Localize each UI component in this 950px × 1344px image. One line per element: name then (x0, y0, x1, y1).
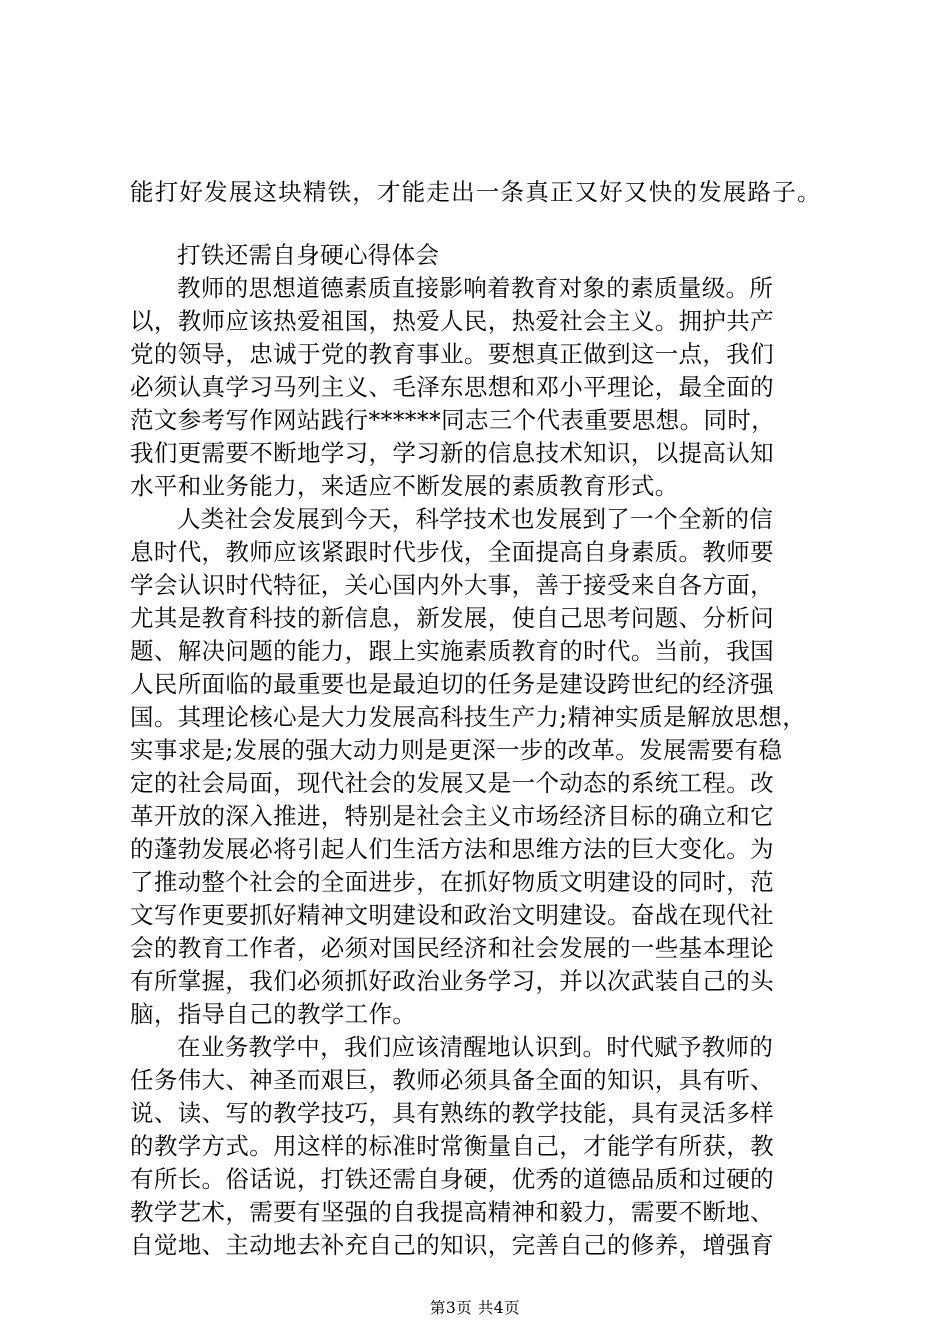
paragraph-gap (130, 209, 830, 239)
paragraph-line: 人类社会发展到今天，科学技术也发展到了一个全新的信 (177, 505, 774, 533)
paragraph-line: 必须认真学习马列主义、毛泽东思想和邓小平理论，最全面的 (130, 373, 774, 401)
paragraph-line: 息时代，教师应该紧跟时代步伐，全面提高自身素质。教师要 (130, 538, 774, 566)
paragraph-line: 自觉地、主动地去补充自己的知识，完善自己的修养，增强育 (130, 1231, 774, 1259)
carryover-line: 能打好发展这块精铁，才能走出一条真正又好又快的发展路子。 (130, 178, 822, 206)
paragraph-1 (130, 272, 830, 503)
document-body (130, 176, 830, 1262)
section-heading: 打铁还需自身硬心得体会 (177, 241, 440, 269)
paragraph-line: 会的教育工作者，必须对国民经济和社会发展的一些基本理论 (130, 934, 774, 962)
paragraph-line: 任务伟大、神圣而艰巨，教师必须具备全面的知识，具有听、 (130, 1066, 774, 1094)
paragraph-line: 脑，指导自己的教学工作。 (130, 1000, 417, 1028)
paragraph-line: 实事求是;发展的强大动力则是更深一步的改革。发展需要有稳 (130, 736, 783, 764)
paragraph-line: 教师的思想道德素质直接影响着教育对象的素质量级。所 (177, 274, 774, 302)
paragraph-line: 以，教师应该热爱祖国，热爱人民，热爱社会主义。拥护共产 (130, 307, 774, 335)
paragraph-line: 有所长。俗话说，打铁还需自身硬，优秀的道德品质和过硬的 (130, 1165, 774, 1193)
paragraph-line: 我们更需要不断地学习，学习新的信息技术知识，以提高认知 (130, 439, 774, 467)
paragraph-line: 尤其是教育科技的新信息，新发展，使自己思考问题、分析问 (130, 604, 774, 632)
paragraph-line: 的蓬勃发展必将引起人们生活方法和思维方法的巨大变化。为 (130, 835, 774, 863)
paragraph-line: 革开放的深入推进，特别是社会主义市场经济目标的确立和它 (130, 802, 774, 830)
paragraph-line: 定的社会局面，现代社会的发展又是一个动态的系统工程。改 (130, 769, 774, 797)
paragraph-line: 文写作更要抓好精神文明建设和政治文明建设。奋战在现代社 (130, 901, 774, 929)
paragraph-line: 的教学方式。用这样的标准时常衡量自己，才能学有所获，教 (130, 1132, 774, 1160)
paragraph-line: 了推动整个社会的全面进步，在抓好物质文明建设的同时，范 (130, 868, 774, 896)
paragraph-line: 有所掌握，我们必须抓好政治业务学习，并以次武装自己的头 (130, 967, 774, 995)
page-footer: 第3页 共4页 (429, 1299, 521, 1317)
paragraph-line: 说、读、写的教学技巧，具有熟练的教学技能，具有灵活多样 (130, 1099, 774, 1127)
paragraph-line: 题、解决问题的能力，跟上实施素质教育的时代。当前，我国 (130, 637, 774, 665)
paragraph-3 (130, 1031, 830, 1262)
paragraph-line: 在业务教学中，我们应该清醒地认识到。时代赋予教师的 (177, 1033, 774, 1061)
paragraph-line: 人民所面临的最重要也是最迫切的任务是建设跨世纪的经济强 (130, 670, 774, 698)
paragraph-2 (130, 503, 830, 1031)
paragraph-line: 党的领导，忠诚于党的教育事业。要想真正做到这一点，我们 (130, 340, 774, 368)
paragraph-line: 国。其理论核心是大力发展高科技生产力;精神实质是解放思想， (130, 703, 807, 731)
paragraph-line: 教学艺术，需要有坚强的自我提高精神和毅力，需要不断地、 (130, 1198, 774, 1226)
paragraph-line: 水平和业务能力，来适应不断发展的素质教育形式。 (130, 472, 679, 500)
paragraph-line: 范文参考写作网站践行******同志三个代表重要思想。同时， (130, 406, 775, 434)
paragraph-line: 学会认识时代特征，关心国内外大事，善于接受来自各方面， (130, 571, 774, 599)
